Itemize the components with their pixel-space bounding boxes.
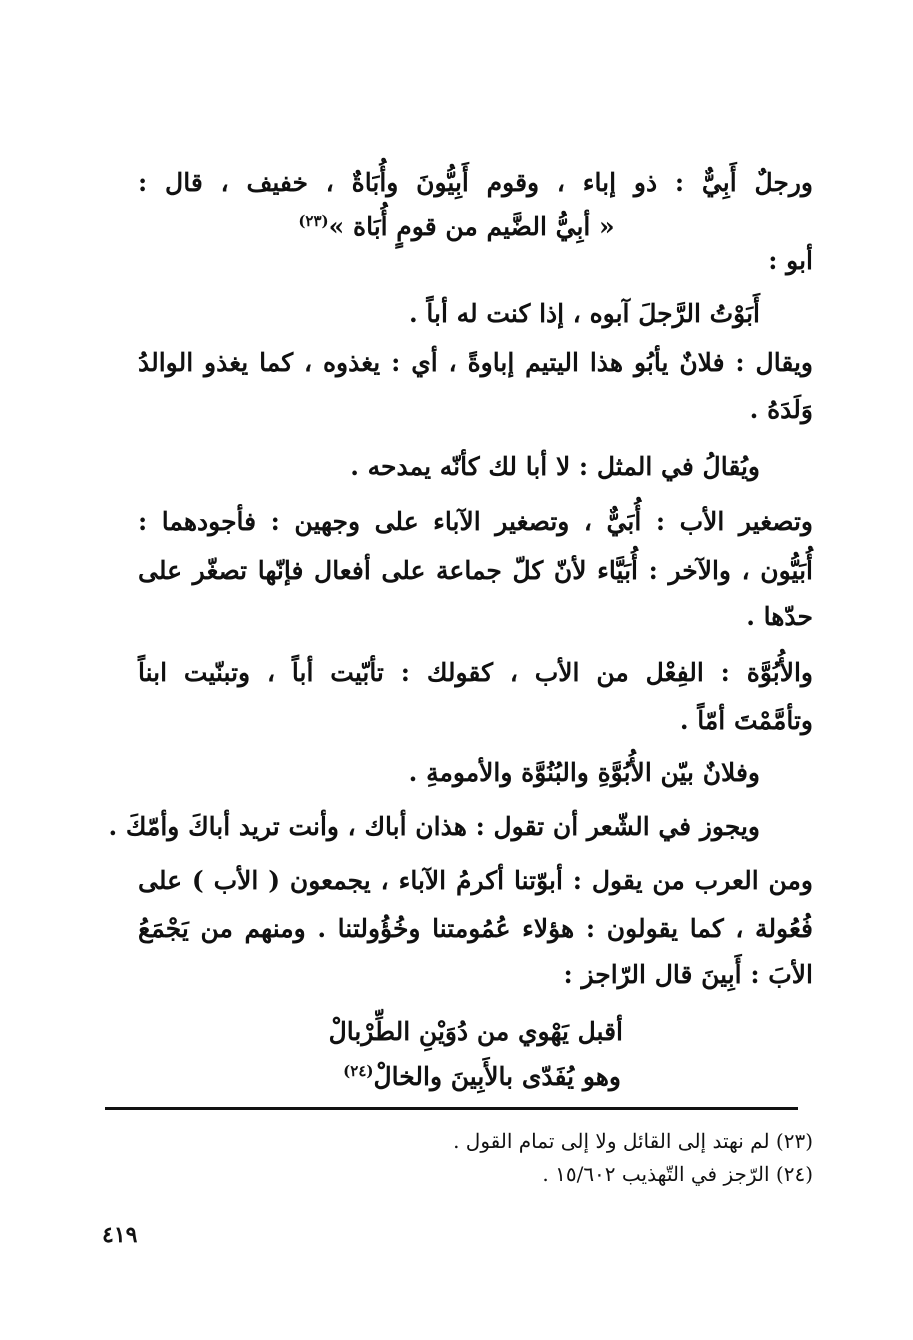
text-line: أُبَيُّون ، والآخر : أُبَيَّاء لأنّ كلّ جماعة على أفعال فإنّها تصغّر على	[138, 556, 813, 585]
text-line: ورجلٌ أَبِيٌّ : ذو إباء ، وقوم أَبِيُّونَ وأُبَاةٌ ، خفيف ، قال :	[138, 168, 813, 197]
text-line: ويجوز في الشّعر أن تقول : هذان أباك ، وأنت تريد أباكَ وأمّكَ .	[108, 812, 760, 841]
text-line: وفلانٌ بيّن الأُبُوَّةِ والبُنُوَّة والأمومةِ .	[408, 758, 760, 787]
poetry-quote	[0, 210, 913, 247]
text-line: والأُبُوَّة : الفِعْل من الأب ، كقولك : تأبّيت أباً ، وتبنّيت ابناً	[138, 658, 813, 687]
text-line: فُعُولة ، كما يقولون : هؤلاء عُمُومتنا وخُؤُولتنا . ومنهم من يَجْمَعُ	[138, 914, 813, 943]
text-line: الأبَ : أَبِينَ قال الرّاجز :	[563, 960, 813, 989]
text-line: ويقال : فلانٌ يأبُو هذا اليتيم إباوةً ، أي : يغذوه ، كما يغذو الوالدُ	[138, 348, 813, 377]
footnote-ref: (٢٤)	[343, 1062, 374, 1080]
text-line: أَبَوْتُ الرَّجلَ آبوه ، إذا كنت له أباً .	[409, 299, 760, 328]
verse-line: أقبل يَهْوي من دُوَيْنِ الطِّرْبالْ	[328, 1017, 623, 1046]
footnote-divider	[105, 1107, 798, 1110]
text-line: ويُقالُ في المثل : لا أبا لك كأنّه يمدحه .	[350, 452, 760, 481]
footnote-ref: (٢٣)	[298, 212, 329, 230]
verse-text: وهو يُفَدّى بالأَبِينَ والخالْ	[373, 1062, 621, 1091]
entry-heading: أبو :	[768, 246, 813, 275]
footnote: (٢٣) لم نهتد إلى القائل ولا إلى تمام القول .	[453, 1129, 813, 1153]
text-line: وتصغير الأب : أُبَيٌّ ، وتصغير الآباء على وجهين : فأجودهما :	[138, 507, 813, 536]
footnote: (٢٤) الرّجز في التّهذيب ١٥/٦٠٢ .	[542, 1162, 813, 1186]
text-line: حدّها .	[746, 602, 813, 631]
text-line: وتأمَّمْتَ أمّاً .	[679, 706, 813, 735]
text-line: ومن العرب من يقول : أبوّتنا أكرمُ الآباء ، يجمعون ( الأب ) على	[138, 866, 813, 895]
page-number: ٤١٩	[102, 1222, 138, 1248]
text-line: وَلَدَهُ .	[749, 395, 813, 424]
verse-line	[343, 1060, 621, 1097]
poetry-quote-text: « أبِيُّ الضَّيم من قومٍ أُبَاة »	[328, 212, 615, 241]
